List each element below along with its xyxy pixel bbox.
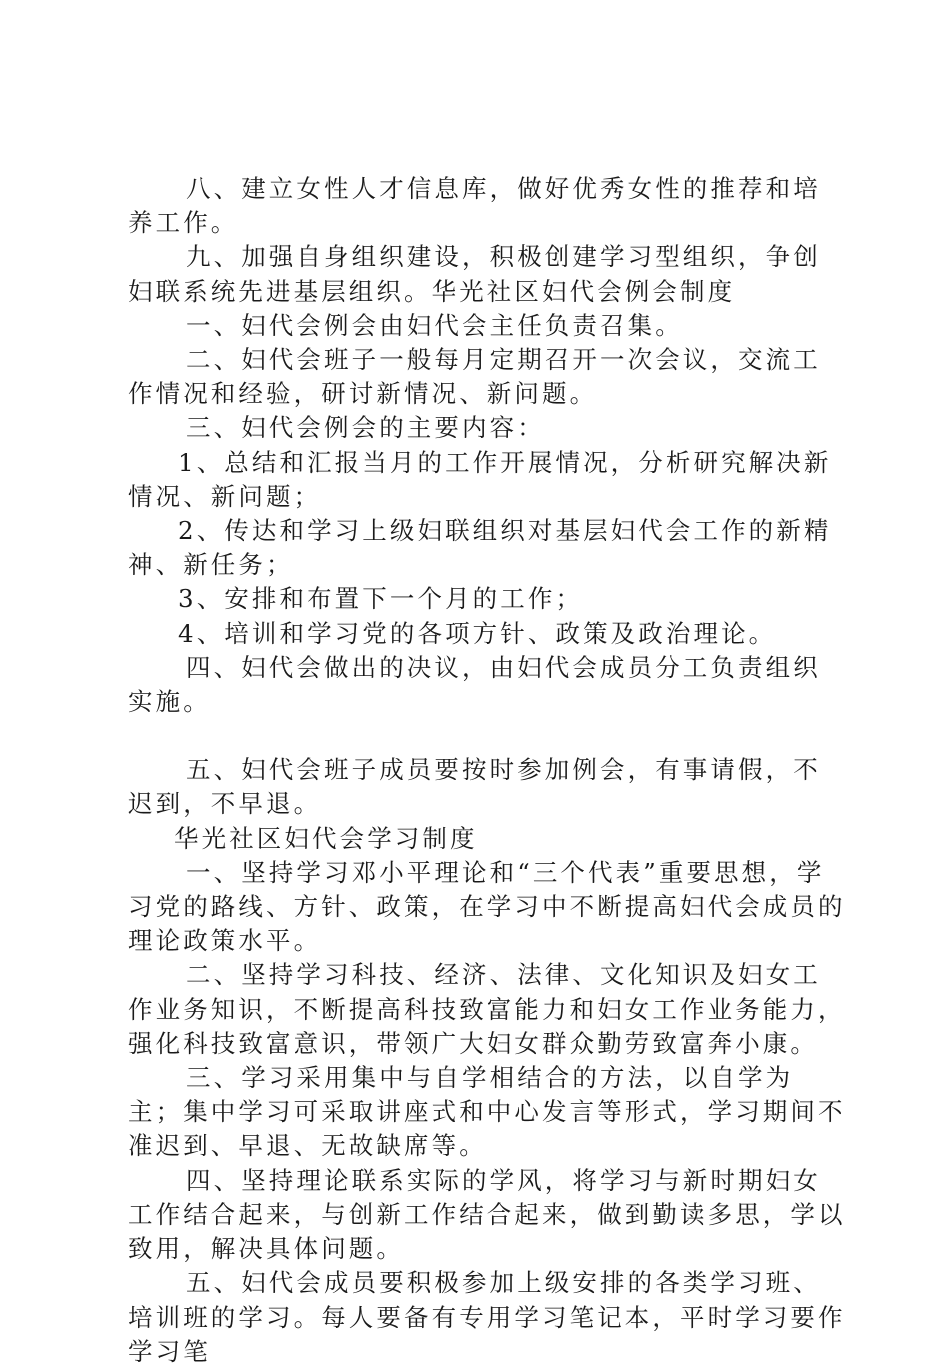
paragraph-item-8: 八、建立女性人才信息库，做好优秀女性的推荐和培养工作。 — [128, 174, 821, 238]
meeting-rule-5: 五、妇代会班子成员要按时参加例会，有事请假，不迟到，不早退。 — [128, 755, 821, 819]
study-rule-5: 五、妇代会成员要积极参加上级安排的各类学习班、培训班的学习。每人要备有专用学习笔记本，平时学习要作学习笔 — [128, 1268, 846, 1366]
meeting-content-2: 2、传达和学习上级妇联组织对基层妇代会工作的新精神、新任务； — [128, 516, 832, 580]
paragraph-item-9-and-meeting-title: 九、加强自身组织建设，积极创建学习型组织，争创妇联系统先进基层组织。华光社区妇代会例会制度 — [128, 242, 821, 306]
blank-line — [128, 719, 848, 753]
meeting-rule-2: 二、妇代会班子一般每月定期召开一次会议，交流工作情况和经验，研讨新情况、新问题。 — [128, 345, 821, 409]
study-rule-4: 四、坚持理论联系实际的学风，将学习与新时期妇女工作结合起来，与创新工作结合起来，做到勤读多思，学以致用，解决具体问题。 — [128, 1165, 846, 1264]
study-rule-1: 一、坚持学习邓小平理论和“三个代表”重要思想，学习党的路线、方针、政策，在学习中不断提高妇代会成员的理论政策水平。 — [128, 857, 846, 956]
meeting-content-4: 4、培训和学习党的各项方针、政策及政治理论。 — [178, 618, 777, 648]
meeting-rule-3: 三、妇代会例会的主要内容： — [186, 413, 545, 443]
meeting-content-1: 1、总结和汇报当月的工作开展情况，分析研究解决新情况、新问题； — [128, 447, 832, 511]
study-rule-2: 二、坚持学习科技、经济、法律、文化知识及妇女工作业务知识，不断提高科技致富能力和妇女工作业务能力，强化科技致富意识，带领广大妇女群众勤劳致富奔小康。 — [128, 960, 846, 1058]
meeting-rule-4: 四、妇代会做出的决议，由妇代会成员分工负责组织实施。 — [128, 652, 821, 717]
meeting-rule-1: 一、妇代会例会由妇代会主任负责召集。 — [186, 310, 683, 340]
meeting-content-3: 3、安排和布置下一个月的工作； — [178, 584, 584, 614]
study-rule-3: 三、学习采用集中与自学相结合的方法，以自学为主；集中学习可采取讲座式和中心发言等形式，学习期间不准迟到、早退、无故缺席等。 — [128, 1063, 846, 1161]
document-body — [128, 172, 848, 1369]
study-system-title: 华光社区妇代会学习制度 — [174, 823, 478, 853]
